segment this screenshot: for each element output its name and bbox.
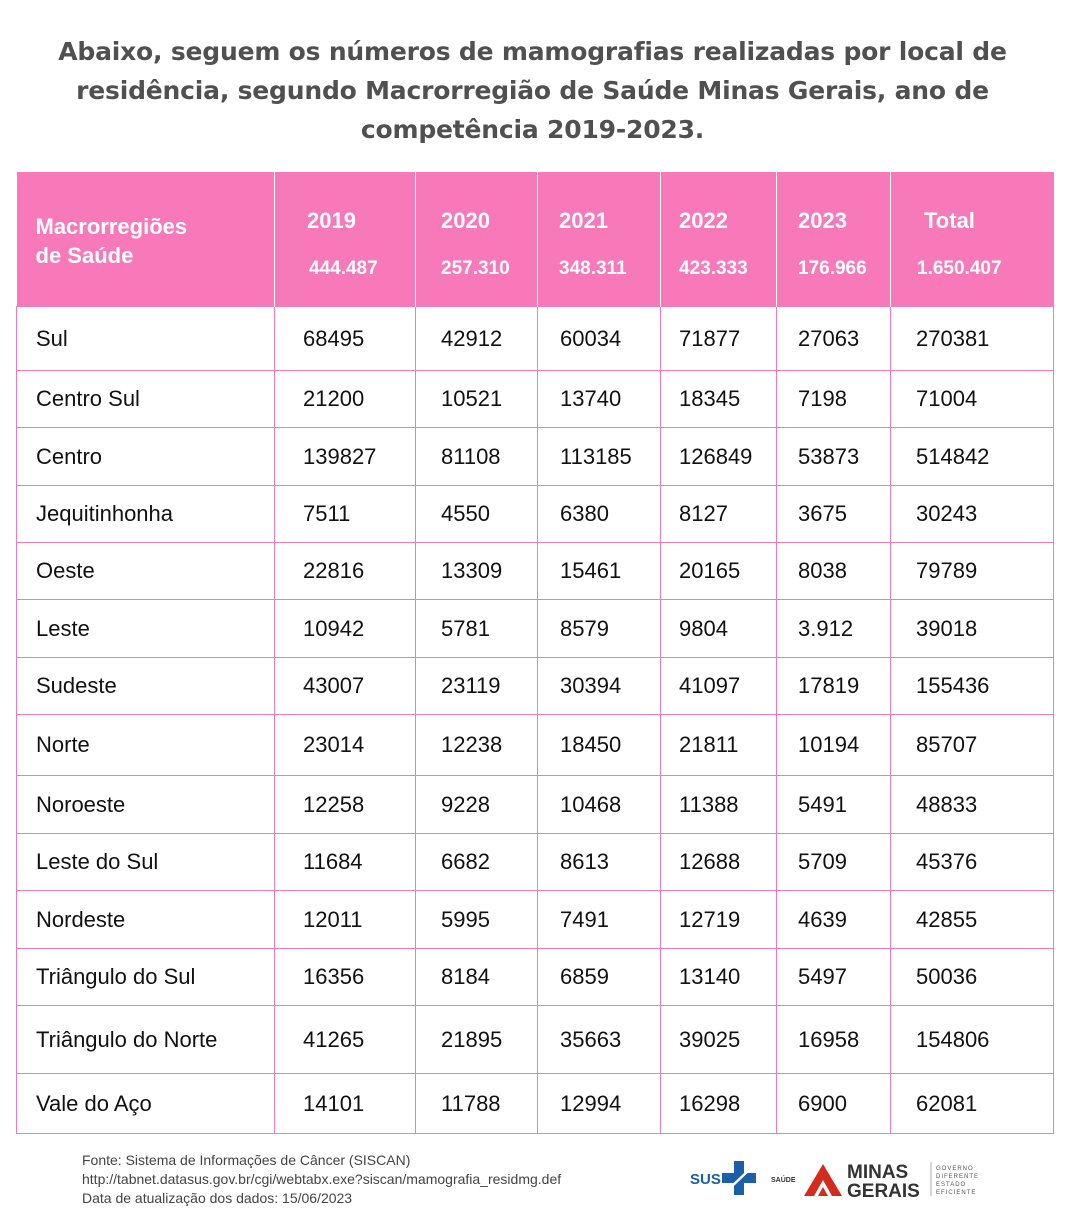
value-cell: 16356 — [275, 949, 416, 1006]
value-cell: 71004 — [891, 371, 1054, 428]
value-cell: 155436 — [891, 658, 1054, 715]
governo-line-3: ESTADO — [936, 1182, 967, 1188]
value-cell: 8613 — [538, 834, 661, 891]
value-cell: 17819 — [777, 658, 891, 715]
value-cell: 16298 — [661, 1074, 777, 1134]
value-cell: 62081 — [891, 1074, 1054, 1134]
value-cell: 12258 — [275, 776, 416, 834]
value-cell: 18450 — [538, 715, 661, 776]
value-cell: 22816 — [275, 543, 416, 600]
region-name-cell: Oeste — [17, 543, 275, 600]
footer-update-date: Data de atualização dos dados: 15/06/2023 — [82, 1190, 353, 1206]
value-cell: 6900 — [777, 1074, 891, 1134]
header-year-total: 257.310 — [441, 258, 510, 279]
value-cell: 10942 — [275, 600, 416, 658]
table-row — [17, 307, 1054, 371]
value-cell: 5781 — [416, 600, 538, 658]
header-2020 — [416, 172, 538, 307]
value-cell: 4550 — [416, 486, 538, 543]
value-cell: 8038 — [777, 543, 891, 600]
value-cell: 270381 — [891, 307, 1054, 371]
region-name-cell: Norte — [17, 715, 275, 776]
header-year-label: 2019 — [307, 208, 356, 233]
value-cell: 8184 — [416, 949, 538, 1006]
header-region-line2: de Saúde — [35, 243, 134, 268]
value-cell: 20165 — [661, 543, 777, 600]
value-cell: 60034 — [538, 307, 661, 371]
region-name-cell: Triângulo do Norte — [17, 1006, 275, 1074]
header-total — [891, 172, 1054, 307]
region-name-cell: Nordeste — [17, 891, 275, 949]
value-cell: 6859 — [538, 949, 661, 1006]
region-name-cell: Centro — [17, 428, 275, 486]
value-cell: 11684 — [275, 834, 416, 891]
value-cell: 5491 — [777, 776, 891, 834]
header-2023 — [777, 172, 891, 307]
header-region-line1: Macrorregiões — [35, 214, 188, 239]
value-cell: 3.912 — [777, 600, 891, 658]
header-year-total: 444.487 — [309, 258, 378, 279]
header-region — [17, 172, 275, 307]
header-year-label: 2023 — [798, 208, 847, 233]
value-cell: 8127 — [661, 486, 777, 543]
header-year-total: 176.966 — [798, 258, 867, 279]
page-title: Abaixo, seguem os números de mamografias realizadas por local de residência, segundo Macrorregião de Saúde Minas Gerais, ano de competência 2019-2023. — [58, 37, 1007, 144]
value-cell: 39025 — [661, 1006, 777, 1074]
value-cell: 9804 — [661, 600, 777, 658]
value-cell: 8579 — [538, 600, 661, 658]
header-year-total: 348.311 — [559, 258, 627, 279]
table-body — [17, 307, 1054, 1134]
header-2021 — [538, 172, 661, 307]
value-cell: 21811 — [661, 715, 777, 776]
value-cell: 3675 — [777, 486, 891, 543]
sus-logo — [690, 1161, 756, 1195]
value-cell: 41097 — [661, 658, 777, 715]
footer-url: http://tabnet.datasus.gov.br/cgi/webtabx.exe?siscan/mamografia_residmg.def — [82, 1171, 562, 1187]
value-cell: 15461 — [538, 543, 661, 600]
value-cell: 42912 — [416, 307, 538, 371]
governo-line-4: EFICIENTE — [936, 1190, 977, 1196]
value-cell: 42855 — [891, 891, 1054, 949]
value-cell: 43007 — [275, 658, 416, 715]
footer-source — [82, 1151, 561, 1208]
value-cell: 126849 — [661, 428, 777, 486]
gerais-text: GERAIS — [847, 1181, 920, 1200]
header-2022 — [661, 172, 777, 307]
table-row — [17, 658, 1054, 715]
table-row — [17, 776, 1054, 834]
value-cell: 23014 — [275, 715, 416, 776]
table-row — [17, 834, 1054, 891]
region-name-cell: Vale do Aço — [17, 1074, 275, 1134]
value-cell: 7491 — [538, 891, 661, 949]
minas-text: MINAS — [847, 1162, 909, 1183]
value-cell: 13309 — [416, 543, 538, 600]
value-cell: 14101 — [275, 1074, 416, 1134]
table-row — [17, 949, 1054, 1006]
value-cell: 45376 — [891, 834, 1054, 891]
value-cell: 6380 — [538, 486, 661, 543]
region-name-cell: Sul — [17, 307, 275, 371]
table-row — [17, 715, 1054, 776]
governo-line-2: DIFERENTE — [936, 1174, 980, 1180]
value-cell: 10468 — [538, 776, 661, 834]
value-cell: 12011 — [275, 891, 416, 949]
value-cell: 11788 — [416, 1074, 538, 1134]
region-name-cell: Leste — [17, 600, 275, 658]
value-cell: 27063 — [777, 307, 891, 371]
value-cell: 21200 — [275, 371, 416, 428]
value-cell: 11388 — [661, 776, 777, 834]
value-cell: 39018 — [891, 600, 1054, 658]
value-cell: 21895 — [416, 1006, 538, 1074]
header-year-total: 1.650.407 — [917, 258, 1002, 279]
value-cell: 41265 — [275, 1006, 416, 1074]
header-year-label: 2020 — [441, 208, 490, 233]
value-cell: 12238 — [416, 715, 538, 776]
value-cell: 6682 — [416, 834, 538, 891]
value-cell: 12994 — [538, 1074, 661, 1134]
table-row — [17, 1074, 1054, 1134]
footer-source-line: Fonte: Sistema de Informações de Câncer (SISCAN) — [82, 1152, 411, 1168]
table-row — [17, 428, 1054, 486]
header-year-label: 2021 — [559, 208, 608, 233]
value-cell: 10194 — [777, 715, 891, 776]
governo-line-1: GOVERNO — [936, 1166, 974, 1172]
value-cell: 139827 — [275, 428, 416, 486]
value-cell: 12688 — [661, 834, 777, 891]
value-cell: 30243 — [891, 486, 1054, 543]
value-cell: 5709 — [777, 834, 891, 891]
sus-logo-text: SUS — [690, 1171, 721, 1188]
header-year-total: 423.333 — [679, 258, 748, 279]
region-name-cell: Jequitinhonha — [17, 486, 275, 543]
value-cell: 50036 — [891, 949, 1054, 1006]
value-cell: 68495 — [275, 307, 416, 371]
value-cell: 13740 — [538, 371, 661, 428]
table-row — [17, 371, 1054, 428]
table-row — [17, 891, 1054, 949]
value-cell: 23119 — [416, 658, 538, 715]
value-cell: 85707 — [891, 715, 1054, 776]
value-cell: 9228 — [416, 776, 538, 834]
minas-gerais-logo — [804, 1162, 979, 1200]
saude-label: SAÚDE — [771, 1177, 796, 1184]
header-year-label: 2022 — [679, 208, 728, 233]
table-header-row — [17, 172, 1054, 307]
value-cell: 10521 — [416, 371, 538, 428]
table-row — [17, 1006, 1054, 1074]
value-cell: 5995 — [416, 891, 538, 949]
value-cell: 154806 — [891, 1006, 1054, 1074]
value-cell: 81108 — [416, 428, 538, 486]
table-row — [17, 600, 1054, 658]
mammography-table — [16, 172, 1054, 1134]
value-cell: 71877 — [661, 307, 777, 371]
value-cell: 514842 — [891, 428, 1054, 486]
value-cell: 30394 — [538, 658, 661, 715]
table-row — [17, 543, 1054, 600]
header-2019 — [275, 172, 416, 307]
header-year-label: Total — [924, 208, 975, 233]
value-cell: 7511 — [275, 486, 416, 543]
value-cell: 48833 — [891, 776, 1054, 834]
value-cell: 4639 — [777, 891, 891, 949]
value-cell: 79789 — [891, 543, 1054, 600]
region-name-cell: Centro Sul — [17, 371, 275, 428]
region-name-cell: Sudeste — [17, 658, 275, 715]
value-cell: 113185 — [538, 428, 661, 486]
value-cell: 7198 — [777, 371, 891, 428]
region-name-cell: Leste do Sul — [17, 834, 275, 891]
value-cell: 53873 — [777, 428, 891, 486]
value-cell: 5497 — [777, 949, 891, 1006]
region-name-cell: Triângulo do Sul — [17, 949, 275, 1006]
government-logos — [690, 1158, 990, 1200]
value-cell: 18345 — [661, 371, 777, 428]
table-row — [17, 486, 1054, 543]
region-name-cell: Noroeste — [17, 776, 275, 834]
value-cell: 13140 — [661, 949, 777, 1006]
value-cell: 16958 — [777, 1006, 891, 1074]
value-cell: 35663 — [538, 1006, 661, 1074]
value-cell: 12719 — [661, 891, 777, 949]
